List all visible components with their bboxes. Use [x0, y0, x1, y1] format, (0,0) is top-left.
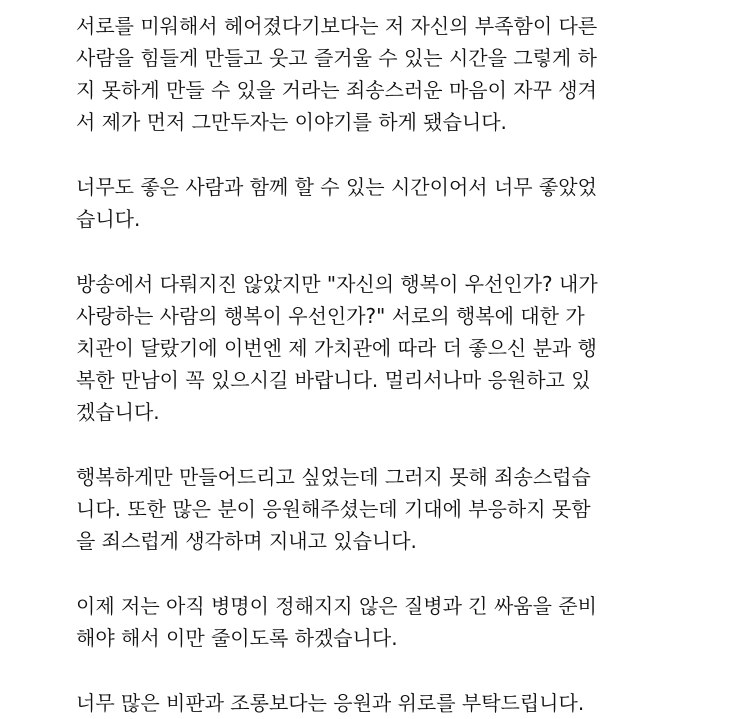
paragraph-line: 서로를 미워해서 헤어졌다기보다는 저 자신의 부족함이 다른	[76, 14, 598, 38]
paragraph-line: 사랑하는 사람의 행복이 우선인가?" 서로의 행복에 대한 가	[76, 304, 585, 328]
paragraph-3	[76, 268, 696, 428]
paragraph-line: 사람을 힘들게 만들고 웃고 즐거울 수 있는 시간을 그렇게 하	[76, 46, 597, 70]
paragraph-line: 너무 많은 비판과 조롱보다는 응원과 위로를 부탁드립니다.	[76, 691, 585, 715]
paragraph-line: 지 못하게 만들 수 있을 거라는 죄송스러운 마음이 자꾸 생겨	[76, 78, 597, 102]
paragraph-1	[76, 10, 696, 138]
paragraph-line: 복한 만남이 꼭 있으시길 바랍니다. 멀리서나마 응원하고 있	[76, 368, 591, 392]
paragraph-line: 너무도 좋은 사람과 함께 할 수 있는 시간이어서 너무 좋았었	[76, 175, 597, 199]
paragraph-2	[76, 171, 696, 235]
paragraph-line: 치관이 달랐기에 이번엔 제 가치관에 따라 더 좋으신 분과 행	[76, 336, 597, 360]
paragraph-line: 행복하게만 만들어드리고 싶었는데 그러지 못해 죄송스럽습	[76, 465, 591, 489]
paragraph-line: 습니다.	[76, 207, 141, 231]
paragraph-line: 니다. 또한 많은 분이 응원해주셨는데 기대에 부응하지 못함	[76, 497, 591, 521]
paragraph-line: 을 죄스럽게 생각하며 지내고 있습니다.	[76, 529, 417, 553]
paragraph-6	[76, 687, 696, 719]
paragraph-4	[76, 461, 696, 557]
paragraph-5	[76, 590, 696, 654]
paragraph-line: 해야 해서 이만 줄이도록 하겠습니다.	[76, 626, 398, 650]
paragraph-line: 서 제가 먼저 그만두자는 이야기를 하게 됐습니다.	[76, 110, 507, 134]
paragraph-line: 이제 저는 아직 병명이 정해지지 않은 질병과 긴 싸움을 준비	[76, 594, 597, 618]
paragraph-line: 겠습니다.	[76, 400, 160, 424]
paragraph-line: 방송에서 다뤄지진 않았지만 "자신의 행복이 우선인가? 내가	[76, 272, 598, 296]
